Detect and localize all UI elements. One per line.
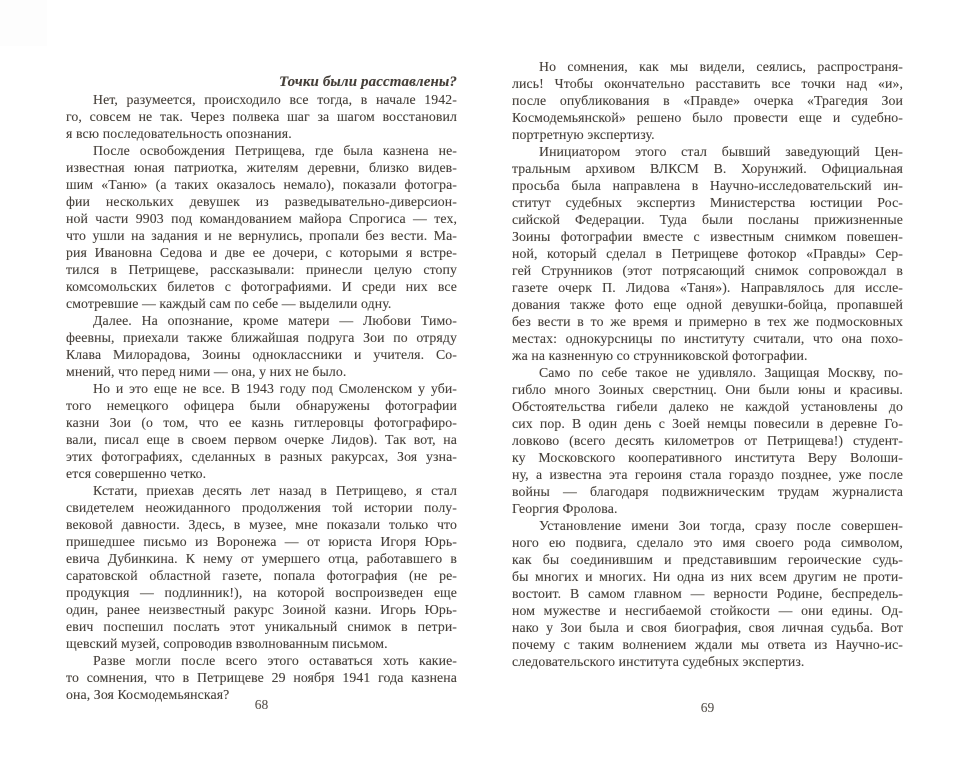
text-line: комсомольских билетов с фотографиями. И среди них все <box>66 279 457 294</box>
text-line: просьба была направлена в Научно-исследовательский ин- <box>512 178 903 193</box>
text-line: го, совсем не так. Через полвека шаг за шагом восстановил <box>66 109 457 124</box>
text-line: ловково (всего десять километров от Петрищева!) студент- <box>512 433 903 448</box>
paragraph <box>66 312 457 380</box>
text-line: Установление имени Зои тогда, сразу после совершен- <box>539 518 903 533</box>
text-line: ном мужестве и несгибаемой стойкости — они едины. Од- <box>512 603 903 618</box>
text-line: этих фотографиях, сделанных в разных ракурсах, Зоя узна- <box>66 449 457 464</box>
text-line: рия Ивановна Седова и две ее дочери, с которыми я встре- <box>66 245 457 260</box>
text-line: Георгия Фролова. <box>512 501 618 516</box>
text-line: почему с таким волнением ждали мы ответа из Научно-ис- <box>512 637 903 652</box>
section-heading: Точки были расставлены? <box>278 74 457 90</box>
text-line: пришедшее письмо из Воронежа — от юриста Игоря Юрь- <box>66 534 457 549</box>
text-line: портретную экспертизу. <box>512 127 655 142</box>
text-line: войны — благодаря подвижническим трудам журналиста <box>512 484 903 499</box>
text-line: ститут судебных экспертиз Министерства юстиции Рос- <box>512 195 903 210</box>
text-line: лись! Чтобы окончательно расставить все точки над «и», <box>512 76 903 91</box>
page-right-text-column <box>512 58 903 670</box>
paragraph <box>66 380 457 482</box>
text-line: смотревшие — каждый сам по себе — выделили одну. <box>66 296 392 311</box>
text-line: Зоины фотографии вместе с известным снимком повешен- <box>512 229 903 244</box>
text-line: Кстати, приехав десять лет назад в Петрищево, я стал <box>93 483 457 498</box>
scan-corner-artifact <box>0 0 47 46</box>
text-line: известная юная патриотка, жителям деревни, близко видев- <box>66 160 457 175</box>
text-line: тральным архивом ВЛКСМ В. Хорунжий. Официальная <box>512 161 903 176</box>
text-line: Но сомнения, как мы видели, сеялись, распространя- <box>539 59 903 74</box>
text-line: сих пор. В один день с Зоей немцы повесили в деревне Го- <box>512 416 903 431</box>
paragraph <box>66 482 457 652</box>
text-line: то сомнения, что в Петрищеве 29 ноября 1941 года казнена <box>66 670 457 685</box>
text-line: ну, а известна эта героиня стала гораздо позднее, уже после <box>512 467 903 482</box>
text-line: евича Дубинкина. К нему от умершего отца, работавшего в <box>66 551 457 566</box>
text-line: она, Зоя Космодемьянская? <box>66 687 230 702</box>
text-line: без вести в то же время и примерно в тех же подмосковных <box>512 314 903 329</box>
paragraph <box>66 142 457 312</box>
page-number-left: 68 <box>254 697 269 712</box>
text-line: Нет, разумеется, происходило все тогда, в начале 1942- <box>93 92 457 107</box>
text-line: тился в Петрищеве, рассказывали: принесли целую стопу <box>66 262 457 277</box>
text-line: ного ею подвига, сделало это имя своего рода символом, <box>512 535 903 550</box>
text-line: Само по себе такое не удивляло. Защищая Москву, по- <box>539 365 903 380</box>
paragraph <box>512 364 903 517</box>
text-line: ной, который сделал в Петрищеве фотокор «Правды» Сер- <box>512 246 903 261</box>
text-line: мнений, что перед ними — она, у них не было. <box>66 364 347 379</box>
text-line: После освобождения Петрищева, где была казнена не- <box>93 143 457 158</box>
text-line: один, ранее неизвестный ракурс Зоиной казни. Игорь Юрь- <box>66 602 457 617</box>
text-line: шим «Таню» (а таких оказалось немало), показали фотогра- <box>66 177 457 192</box>
text-line: Далее. На опознание, кроме матери — Любови Тимо- <box>93 313 457 328</box>
text-line: сийской Федерации. Туда были посланы прижизненные <box>512 212 903 227</box>
paragraph <box>512 143 903 364</box>
text-line: евич поспешил послать этот уникальный снимок в петри- <box>66 619 457 634</box>
text-line: гей Струнников (этот потрясающий снимок сопровождал в <box>512 263 903 278</box>
text-line: следовательского института судебных экспертиз. <box>512 654 805 669</box>
text-line: щевский музей, сопроводив взволнованным письмом. <box>66 636 388 651</box>
text-line: Космодемьянской» решено было провести еще и судебно- <box>512 110 903 125</box>
paragraph <box>66 652 457 703</box>
text-line: гибло много Зоиных сверстниц. Они были юны и красивы. <box>512 382 903 397</box>
text-line: местах: однокурсницы по институту считали, что она похо- <box>512 331 903 346</box>
text-line: я всю последовательность опознания. <box>66 126 292 141</box>
text-line: жа на казненную со струнниковской фотографии. <box>512 348 808 363</box>
text-line: казни Зои (о том, что ее казнь гитлеровцы фотографиро- <box>66 415 457 430</box>
text-line: продукция — подлинник!), на которой воспроизведен еще <box>66 585 457 600</box>
text-line: свидетелем неожиданного продолжения той истории полу- <box>66 500 457 515</box>
text-line: Разве могли после всего этого оставаться хоть какие- <box>93 653 457 668</box>
text-line: что ушли на задания и не вернулись, пропали без вести. Ма- <box>66 228 457 243</box>
page-left-text-column <box>66 58 457 703</box>
text-line: Обстоятельства гибели далеко не каждой установлены до <box>512 399 903 414</box>
text-line: Инициатором этого стал бывший заведующий Цен- <box>539 144 903 159</box>
text-line: фии нескольких девушек из разведывательно-диверсион- <box>66 194 457 209</box>
paragraph <box>512 58 903 143</box>
text-line: Но и это еще не все. В 1943 году под Смоленском у уби- <box>93 381 457 396</box>
text-line: дования также фото еще одной девушки-бойца, пропавшей <box>512 297 903 312</box>
text-line: того немецкого офицера были обнаружены фотографии <box>66 398 457 413</box>
text-line: газете очерк П. Лидова «Таня»). Направлялось для иссле- <box>512 280 903 295</box>
text-line: после опубликования в «Правде» очерка «Трагедия Зои <box>512 93 903 108</box>
text-line: бы многих и многих. Ни одна из них всем другим не проти- <box>512 569 903 584</box>
text-line: востоит. В самом главном — верности Родине, беспредель- <box>512 586 903 601</box>
text-line: вали, писал еще в своем первом очерке Лидов). Так вот, на <box>66 432 457 447</box>
page-number-right: 69 <box>700 700 715 715</box>
text-line: вековой давности. Здесь, в музее, мне показали только что <box>66 517 457 532</box>
text-line: ку Московского кооперативного института Веру Волоши- <box>512 450 903 465</box>
paragraph <box>66 91 457 142</box>
text-line: Клава Милорадова, Зоины одноклассники и учителя. Со- <box>66 347 457 362</box>
text-line: нако у Зои была и своя биография, своя личная судьба. Вот <box>512 620 903 635</box>
text-line: как бы соединившим и представившим героические судь- <box>512 552 903 567</box>
paragraph <box>512 517 903 670</box>
text-line: саратовской областной газете, попала фотография (не ре- <box>66 568 457 583</box>
text-line: ной части 9903 под командованием майора Спрогиса — тех, <box>66 211 457 226</box>
text-line: ется совершенно четко. <box>66 466 207 481</box>
text-line: феевны, приехали также ближайшая подруга Зои по отряду <box>66 330 457 345</box>
